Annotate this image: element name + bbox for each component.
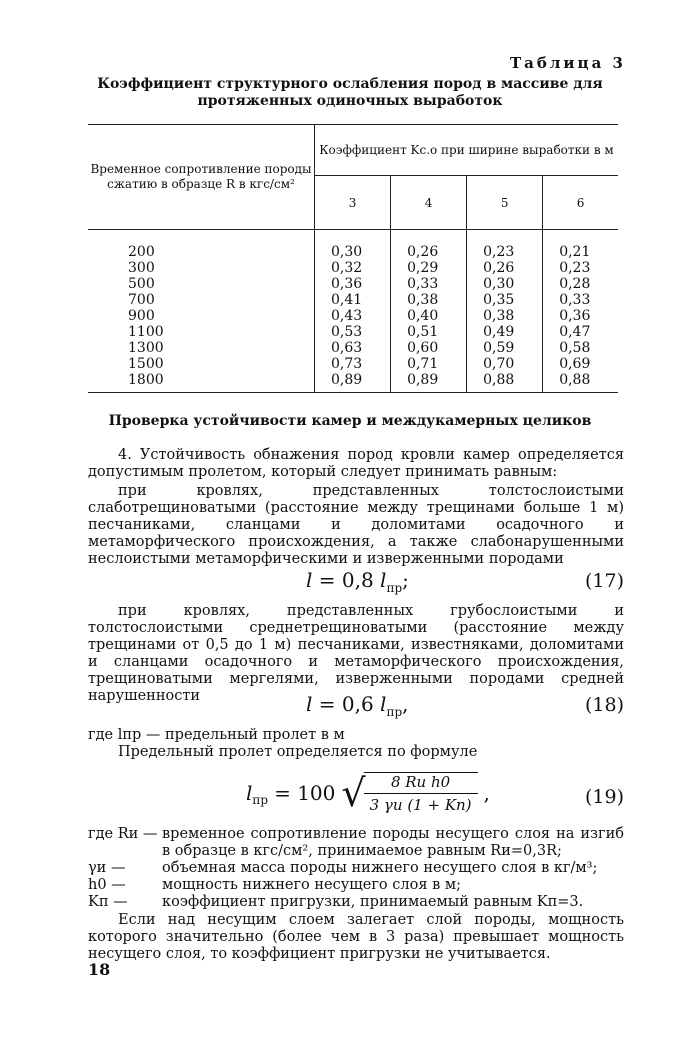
table-row [88, 292, 618, 308]
paragraph-thick-layered-roofs: при кровлях, представленных толстослоистыми слаботрещиноватыми (расстояние между трещинами больше 1 м) песчаниками, сланцами и доломитами осадочного и метаморфического происхождения, а также слабонарушенными неслоистыми метаморфическими и изверженными породами [88, 483, 624, 567]
table-row [88, 356, 618, 372]
equation-18-number: (18) [584, 694, 624, 716]
table-cell-coefficient: 0,38 [467, 308, 543, 324]
definition-term: Kп — [88, 894, 128, 910]
table-cell-coefficient: 0,63 [331, 340, 363, 356]
paragraph-coarse-layered-roofs: при кровлях, представленных грубослоистыми и толстослоистыми среднетрещиноватыми (расстояние между трещинами от 0,5 до 1 м) песчаниками, известняками, доломитами и сланцами осадочного и метаморфического происхождения, трещиноватыми мергелями, изверженными породами средней нарушенности [88, 603, 624, 704]
table-row [88, 308, 618, 324]
table-cell-coefficient: 0,21 [543, 230, 618, 261]
definition-text: объемная масса породы нижнего несущего слоя в кг/м³; [162, 860, 598, 876]
equation-19: l $_{пр}$ = 100 √ $\frac{\text{8 Rи h0}}{3 \gamma и (1 + Kп)}$ , [246, 771, 490, 815]
table-cell-strength: 200 [88, 230, 315, 261]
definition-row [88, 860, 624, 877]
table-cell-coefficient: 0,35 [467, 292, 543, 308]
definition-text: коэффициент пригрузки, принимаемый равным Kп=3. [162, 894, 584, 910]
table-cell-coefficient: 0,23 [543, 260, 618, 276]
table-cell-coefficient: 0,47 [543, 324, 618, 340]
table-cell-strength: 300 [88, 260, 315, 276]
table-header-width: 4 [391, 176, 467, 230]
table-cell-coefficient: 0,89 [391, 372, 467, 393]
table-cell-coefficient: 0,36 [331, 276, 363, 292]
table-cell-coefficient: 0,30 [331, 244, 363, 260]
table-row [88, 340, 618, 356]
table-cell-coefficient: 0,53 [331, 324, 363, 340]
page-number: 18 [88, 960, 111, 979]
table-cell-coefficient: 0,23 [467, 230, 543, 261]
table-cell-coefficient: 0,60 [391, 340, 467, 356]
table-cell-coefficient: 0,43 [331, 308, 363, 324]
table-cell-coefficient: 0,38 [391, 292, 467, 308]
definition-row [88, 894, 624, 911]
paragraph-load-coefficient: Если над несущим слоем залегает слой породы, мощность которого значительно (более чем в 3 раза) превышает мощность несущего слоя, то коэффициент пригрузки не учитывается. [88, 912, 624, 962]
table-cell-strength: 500 [88, 276, 315, 292]
table-row [88, 276, 618, 292]
table-cell-coefficient: 0,33 [543, 292, 618, 308]
table-cell-coefficient: 0,59 [467, 340, 543, 356]
definition-row [88, 877, 624, 894]
table-cell-coefficient: 0,41 [331, 292, 363, 308]
paragraph-limit-span-formula: Предельный пролет определяется по формуле [118, 744, 478, 760]
table-cell-coefficient: 0,40 [391, 308, 467, 324]
equation-19-number: (19) [584, 786, 624, 808]
table-title: Коэффициент структурного ослабления пород в массиве для протяженных одиночных выработок [97, 76, 603, 109]
table-row [88, 230, 618, 261]
equation-17: l = 0,8 $l_{пр}$; [306, 568, 409, 595]
variable-definitions [88, 826, 624, 911]
equation-19-fraction [364, 772, 478, 814]
table-cell-coefficient: 0,73 [331, 356, 363, 372]
table-cell-coefficient: 0,49 [467, 324, 543, 340]
table-header-coefficient: Коэффициент Kс.о при ширине выработки в м [315, 125, 619, 176]
table-body [88, 230, 618, 393]
definition-limit-span: где lпр — предельный пролет в м [88, 727, 345, 743]
table-cell-coefficient: 0,88 [543, 372, 618, 393]
table-row [88, 260, 618, 276]
table-cell-coefficient: 0,88 [467, 372, 543, 393]
table-cell-strength: 1300 [88, 340, 315, 356]
table-cell-coefficient: 0,33 [391, 276, 467, 292]
table-cell-coefficient: 0,36 [543, 308, 618, 324]
coefficient-table [88, 124, 618, 393]
table-cell-coefficient: 0,30 [467, 276, 543, 292]
table-header-strength: Временное сопротивление породы сжатию в образце R в кгс/см² [88, 125, 315, 230]
section-heading: Проверка устойчивости камер и междукамерных целиков [108, 413, 592, 429]
table-cell-strength: 700 [88, 292, 315, 308]
table-cell-strength: 1800 [88, 372, 315, 393]
table-cell-coefficient: 0,71 [391, 356, 467, 372]
table-cell-coefficient: 0,29 [391, 260, 467, 276]
table-cell-coefficient: 0,51 [391, 324, 467, 340]
table-header-width: 6 [543, 176, 618, 230]
sqrt-sign-icon: √ [341, 771, 366, 815]
table-label: Таблица 3 [509, 54, 626, 72]
equation-19-denominator: 3 γи (1 + Kп) [369, 796, 472, 814]
table-cell-coefficient: 0,70 [467, 356, 543, 372]
equation-17-number: (17) [584, 570, 624, 592]
paragraph-roof-stability: 4. Устойчивость обнажения пород кровли камер определяется допустимым пролетом, который следует принимать равным: [88, 447, 624, 480]
definition-row [88, 826, 624, 860]
table-cell-strength: 1100 [88, 324, 315, 340]
definition-term: h0 — [88, 877, 126, 893]
table-row [88, 372, 618, 393]
definition-text: временное сопротивление породы несущего слоя на изгиб в образце в кгс/см², принимаемое равным Rи=0,3R; [162, 826, 624, 859]
table-cell-coefficient: 0,26 [467, 260, 543, 276]
definition-term: где Rи — [88, 826, 158, 842]
table-cell-strength: 1500 [88, 356, 315, 372]
table-cell-coefficient: 0,26 [391, 230, 467, 261]
definition-text: мощность нижнего несущего слоя в м; [162, 877, 462, 893]
table-cell-coefficient: 0,89 [315, 372, 391, 393]
table-cell-coefficient: 0,28 [543, 276, 618, 292]
definition-term: γи — [88, 860, 126, 876]
table-cell-coefficient: 0,58 [543, 340, 618, 356]
table-cell-coefficient: 0,32 [331, 260, 363, 276]
table-cell-coefficient: 0,69 [543, 356, 618, 372]
table-cell-strength: 900 [88, 308, 315, 324]
equation-18: l = 0,6 $l_{пр}$, [306, 692, 409, 719]
table-row [88, 324, 618, 340]
table-header-width: 3 [315, 176, 391, 230]
table-header-width: 5 [467, 176, 543, 230]
equation-19-numerator: 8 Rи h0 [364, 773, 478, 794]
